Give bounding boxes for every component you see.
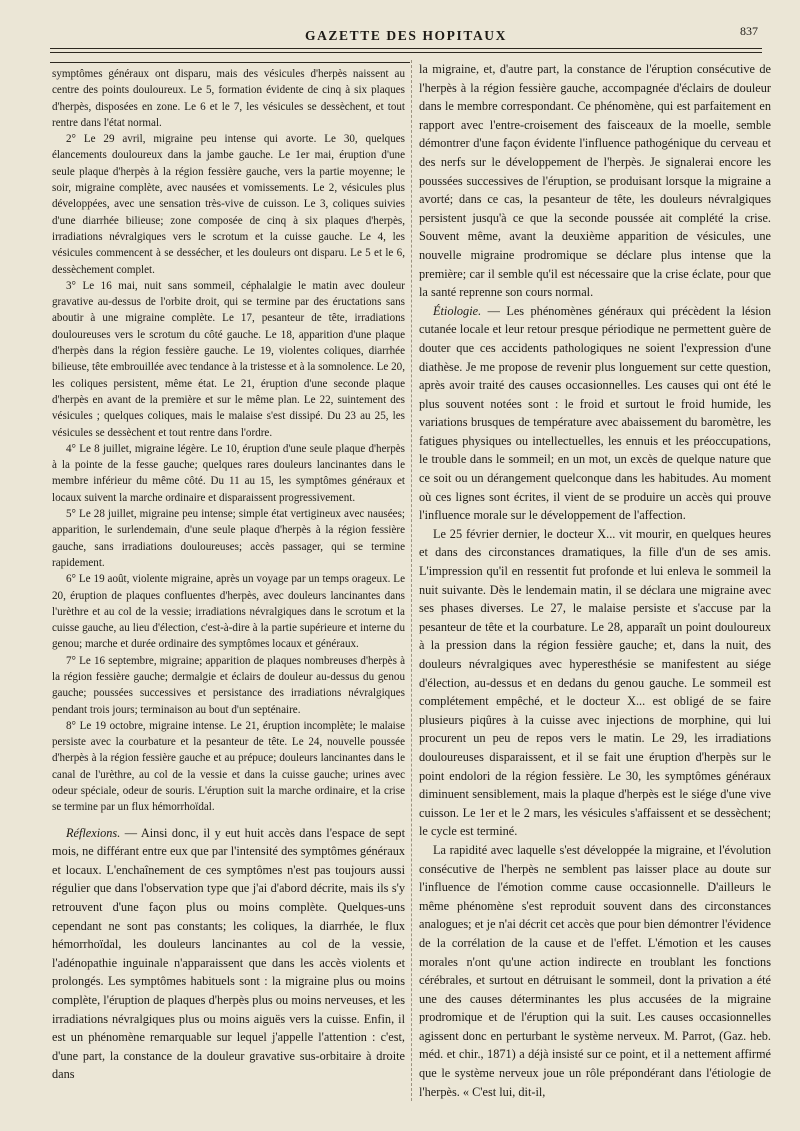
case-paragraph: 8° Le 19 octobre, migraine intense. Le 21, éruption incomplète; le malaise persiste avec la courbature et la pesanteur de tête. Le 24, nouvelle poussée d'herpès à la région fessière gauche et au prépuce; douleurs lancinantes dans le canal de l'urèthre, au col de la vessie et dans la cuisse gauche; urines avec odeur spéciale, odeur de souris. L'éruption suit la marche ordinaire, et la crise se termine par un flux hémorrhoïdal. [52,719,405,814]
etiologie-heading: Étiologie. [433,303,482,318]
case-paragraph: 2° Le 29 avril, migraine peu intense qui avorte. Le 30, quelques élancements douloureux dans la jambe gauche. Le 1er mai, éruption d'une seule plaque d'herpès à la région fessière gauche, vers la partie moyenne; le soir, migraine complète, avec nausées et vomissements. Le 2, vésicules plus développées, avec une sensation très-vive de cuisson. Le 3, coliques suivies d'une diarrhée bilieuse; zone composée de cinq à six plaques d'herpès, irradiations névralgiques vers le scrotum et la cuisse gauche. Le 4, les vésicules commencent à se dessécher, et les douleurs ont disparu. Le 5 et le 6, dessèchement complet. [52,133,405,276]
body-paragraph: la migraine, et, d'autre part, la constance de l'éruption consécutive de l'herpès à la région fessière gauche, accompagnée d'éclairs de douleur dans le membre correspondant. Ce phénomène, qui est parfaitement en rapport avec l'entre-croisement des faisceaux de la moelle, semble démontrer d'une façon évidente l'influence pathogénique du cerveau et des nerfs sur le développement de l'herpès. Je signalerai encore les poussées successives de l'éruption, se produisant lorsque la migraine a avorté; dans ce cas, la pesanteur de tête, les douleurs névralgiques persistent jusqu'à ce que la seconde poussée ait complété la crise. Souvent même, avant la deuxième apparition de vésicules, une nouvelle migraine prodromique se déclare plus intense que la première; car il semble qu'il est nécessaire que la crise éclate, pour que la santé reprenne son cours normal. [419,62,771,300]
case-paragraph: 6° Le 19 août, violente migraine, après un voyage par un temps orageux. Le 20, éruption de plaques confluentes d'herpès, avec douleurs lancinantes dans l'urèthre et au col de la vessie; irradiations névralgiques dans le scrotum et la cuisse gauche, au lieu d'élection, c'est-à-dire à la partie supérieure et interne du genou; marche et durée ordinaire des symptômes locaux et généraux. [52,573,405,651]
left-column [52,66,405,1103]
reflexions-text: — Ainsi donc, il y eut huit accès dans l'espace de sept mois, ne différant entre eux que par l'intensité des symptômes généraux et locaux. L'enchaînement de ces symptômes n'est pas toujours aussi régulier que dans l'observation type que j'ai d'abord décrite, mais ils s'y retrouvent d'une façon plus ou moins complète. Quelques-uns cependant ne sont pas constants; les coliques, la diarrhée, le flux hémorrhoïdal, les douleurs lancinantes au col de la vessie, l'adénopathie inguinale n'apparaissent que dans les accès violents et prolongés. Les symptômes habituels sont : la migraine plus ou moins complète, l'éruption de plaques d'herpès plus ou moins nerveuses, et les irradiations névralgiques plus ou moins aiguës vers la cuisse. Enfin, il est un phénomène remarquable sur lequel j'appelle l'attention : c'est, d'une part, la constance de la douleur gravative sus-orbitaire à droite dans [52,825,405,1082]
case-paragraph: symptômes généraux ont disparu, mais des vésicules d'herpès naissent au centre des points douloureux. Le 5, formation évidente de cinq à six plaques d'herpès, disposées en zone. Le 6 et le 7, les vésicules se dessèchent, et tout rentre dans l'état normal. [52,68,405,129]
header-rule-thick [50,48,762,49]
body-paragraph: La rapidité avec laquelle s'est développée la migraine, et l'évolution consécutive de l'herpès ne semblent pas laisser place au doute sur l'influence de l'émotion comme cause occasionnelle. D'ailleurs le même phénomène s'est reproduit souvent dans des circonstances analogues; et je n'ai décrit cet accès que pour bien démontrer l'évidence de la corrélation de la cause et de l'effet. L'émotion et les causes morales n'ont qu'une action indirecte en troublant les fonctions cérébrales, et surtout en détruisant le sommeil, dont la privation a été une des causes déterminantes les plus accusées de la migraine prodromique et de l'éruption qui la suit. Les causes occasionnelles agissent donc en perturbant le système nerveux. M. Parrot, (Gaz. heb. méd. et chir., 1871) a déjà insisté sur ce point, et il a nettement affirmé que le système nerveux joue un rôle prépondérant dans l'étiologie de l'herpès. « C'est lui, dit-il, [419,842,771,1099]
etiologie-paragraph [419,302,771,525]
page-number: 837 [740,24,758,38]
body-paragraph: Le 25 février dernier, le docteur X... vit mourir, en quelques heures et dans des circonstances dramatiques, la fille d'un de ses amis. L'impression qu'il en ressentit fut profonde et lui enleva le sommeil la nuit suivante. Dès le lendemain matin, il se déclara une migraine avec ses phases diverses. Le 27, le malaise persiste et s'accuse par la pesanteur de tête et la courbature. Le 28, apparaît un point douloureux à la pression dans la région fessière gauche; et, dans la nuit, des douleurs névralgiques avec hyperesthésie se manifestent au siége d'élection, au-dessus et en dedans du genou gauche. Le sommeil est complétement empêché, et le docteur X... est obligé de se faire plusieurs piqûres à la cuisse avec injections de morphine, qui lui procurent un peu de repos vers le matin. Le 29, les irradiations douloureuses disparaissent, et il se fait une éruption d'herpès sur le point endolori de la région fessière. Le 30, les symptômes généraux diminuent sensiblement, mais la plaque d'herpès est le siége d'une vive cuisson. Le 1er et le 2 mars, les vésicules s'affaissent et se dessèchent; le cycle est terminé. [419,526,771,839]
case-paragraph: 4° Le 8 juillet, migraine légère. Le 10, éruption d'une seule plaque d'herpès à la pointe de la fesse gauche; quelques rares douleurs lancinantes dans le membre inférieur du même côté. Du 11 au 15, les symptômes généraux et locaux suivent la marche ordinaire et disparaissent progressivement. [52,442,405,504]
etiologie-text: — Les phénomènes généraux qui précèdent la lésion cutanée locale et leur retour presque périodique ne permettent guère de douter que ces accidents pathologiques ne soient l'expression d'une diathèse. Je me propose de revenir plus longuement sur cette question, après avoir traité des causes occasionnelles. Les causes qui ont été le plus souvent notées sont : le froid et surtout le froid humide, les variations brusques de température avec abaissement du baromètre, les fatigues physiques ou intellectuelles, les ennuis et les préoccupations, le trouble dans le sommeil; en un mot, un excès de quelque nature que ce soit ou un dérangement quelconque dans les habitudes. Au moment où ces lignes sont écrites, il vient de se produire un accès qui prouve l'influence morale sur le développement de l'affection. [419,303,771,523]
case-list [52,66,405,816]
journal-title: GAZETTE DES HOPITAUX [304,28,508,43]
case-paragraph: 5° Le 28 juillet, migraine peu intense; simple état vertigineux avec nausées; apparition, le surlendemain, d'une seule plaque d'herpès à la région fessière gauche, sans irradiations douloureuses; accès passager, qui se termine rapidement. [52,508,405,569]
column-divider [411,60,412,1101]
case-paragraph: 3° Le 16 mai, nuit sans sommeil, céphalalgie le matin avec douleur gravative au-dessus de l'orbite droit, qui se termine par des éructations sans aboutir à une migraine complète. Le 17, pesanteur de tête, irradiations douloureuses vers le scrotum du côté gauche. Le 18, apparition d'une plaque d'herpès dans la région fessière gauche. Le 19, violentes coliques, diarrhée bilieuse, tête embrouillée avec tendance à la tristesse et à la somnolence. Le 20, les coliques persistent, même état. Le 21, éruption d'une seconde plaque d'herpès en avant de la première et sur le même plan. Le 22, suintement des vésicules ; quelques coliques, mais le malaise s'est dissipé. Du 23 au 25, les vésicules se dessèchent et tout rentre dans l'ordre. [52,279,405,439]
reflexions-paragraph [52,824,405,1084]
header-rule-thin [50,52,762,53]
right-column [419,60,771,1103]
column-top-rule [50,62,410,63]
case-paragraph: 7° Le 16 septembre, migraine; apparition de plaques nombreuses d'herpès à la région fessière gauche; dermalgie et éclairs de douleur au-dessus du genou gauche; poussées successives et persistance des irradiations névralgiques pendant trois jours; terminaison au bout d'un septénaire. [52,654,405,716]
reflexions-heading: Réflexions. [66,825,121,840]
page-header [50,20,762,48]
